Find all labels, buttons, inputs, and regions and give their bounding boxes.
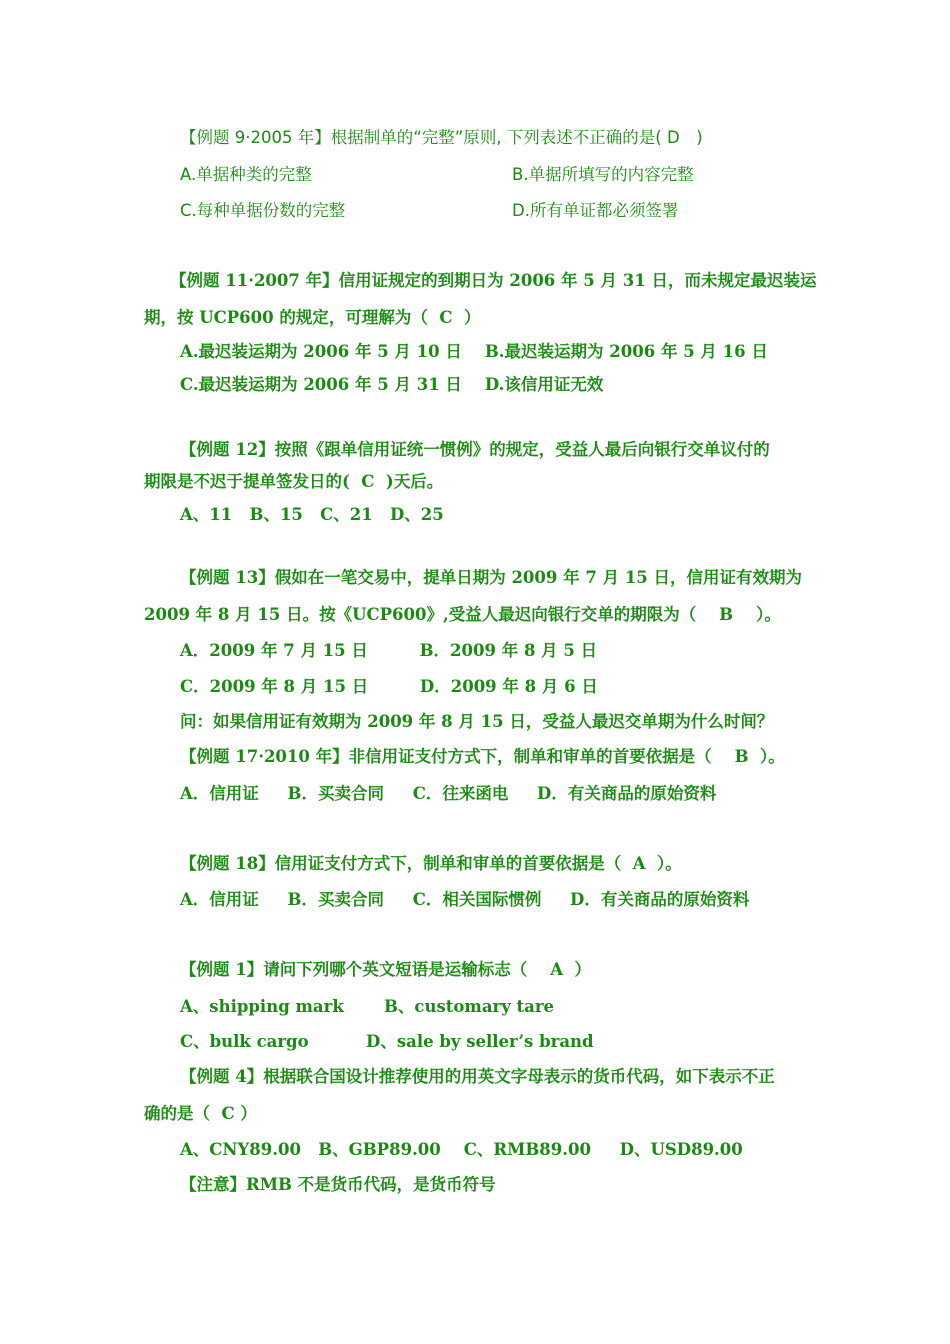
q12-line2: 期限是不迟于提单签发日的( C )天后。 — [144, 472, 444, 491]
q4-line2: 确的是（ C ） — [144, 1104, 257, 1123]
q13-options-1: A．2009 年 7 月 15 日 B．2009 年 8 月 5 日 — [180, 641, 598, 660]
q4-options: A、CNY89.00 B、GBP89.00 C、RMB89.00 D、USD89.00 — [180, 1140, 743, 1159]
q4-line1: 【例题 4】根据联合国设计推荐使用的用英文字母表示的货币代码，如下表示不正 — [180, 1067, 775, 1086]
q13-line2: 2009 年 8 月 15 日。按《UCP600》,受益人最迟向银行交单的期限为（ B ）。 — [144, 605, 781, 624]
q17-options: A．信用证 B．买卖合同 C．往来函电 D．有关商品的原始资料 — [180, 784, 717, 803]
q9-title: 【例题 9·2005 年】根据制单的“完整”原则, 下列表述不正确的是( D ) — [180, 128, 703, 147]
q9-option-a: A.单据种类的完整 — [180, 165, 312, 184]
q1-options-1: A、shipping mark B、customary tare — [180, 997, 555, 1016]
q18-title: 【例题 18】信用证支付方式下，制单和审单的首要依据是（ A ）。 — [180, 854, 682, 873]
q13-line1: 【例题 13】假如在一笔交易中，提单日期为 2009 年 7 月 15 日，信用证有效期为 — [180, 568, 803, 587]
q9-option-b: B.单据所填写的内容完整 — [512, 165, 694, 184]
q18-options: A．信用证 B．买卖合同 C．相关国际惯例 D．有关商品的原始资料 — [180, 890, 750, 909]
q9-option-d: D.所有单证都必须签署 — [512, 201, 679, 220]
q11-line2: 期，按 UCP600 的规定，可理解为（ C ） — [144, 308, 481, 327]
q11-line1: 【例题 11·2007 年】信用证规定的到期日为 2006 年 5 月 31 日，而未规定最迟装运 — [170, 271, 817, 290]
q11-options-2: C.最迟装运期为 2006 年 5 月 31 日 D.该信用证无效 — [180, 375, 604, 394]
q13-question: 问：如果信用证有效期为 2009 年 8 月 15 日，受益人最迟交单期为什么时间？ — [180, 712, 774, 731]
q11-options-1: A.最迟装运期为 2006 年 5 月 10 日 B.最迟装运期为 2006 年 5 月 16 日 — [180, 342, 768, 361]
q17-title: 【例题 17·2010 年】非信用证支付方式下，制单和审单的首要依据是（ B ）。 — [180, 747, 785, 766]
q1-options-2: C、bulk cargo D、sale by seller’s brand — [180, 1032, 594, 1051]
q1-title: 【例题 1】请问下列哪个英文短语是运输标志（ A ） — [180, 960, 591, 979]
q13-options-2: C．2009 年 8 月 15 日 D．2009 年 8 月 6 日 — [180, 677, 598, 696]
q9-option-c: C.每种单据份数的完整 — [180, 201, 346, 220]
q12-line1: 【例题 12】按照《跟单信用证统一惯例》的规定，受益人最后向银行交单议付的 — [180, 440, 770, 459]
q4-note: 【注意】RMB 不是货币代码，是货币符号 — [180, 1175, 496, 1194]
q12-options: A、11 B、15 C、21 D、25 — [180, 505, 444, 524]
